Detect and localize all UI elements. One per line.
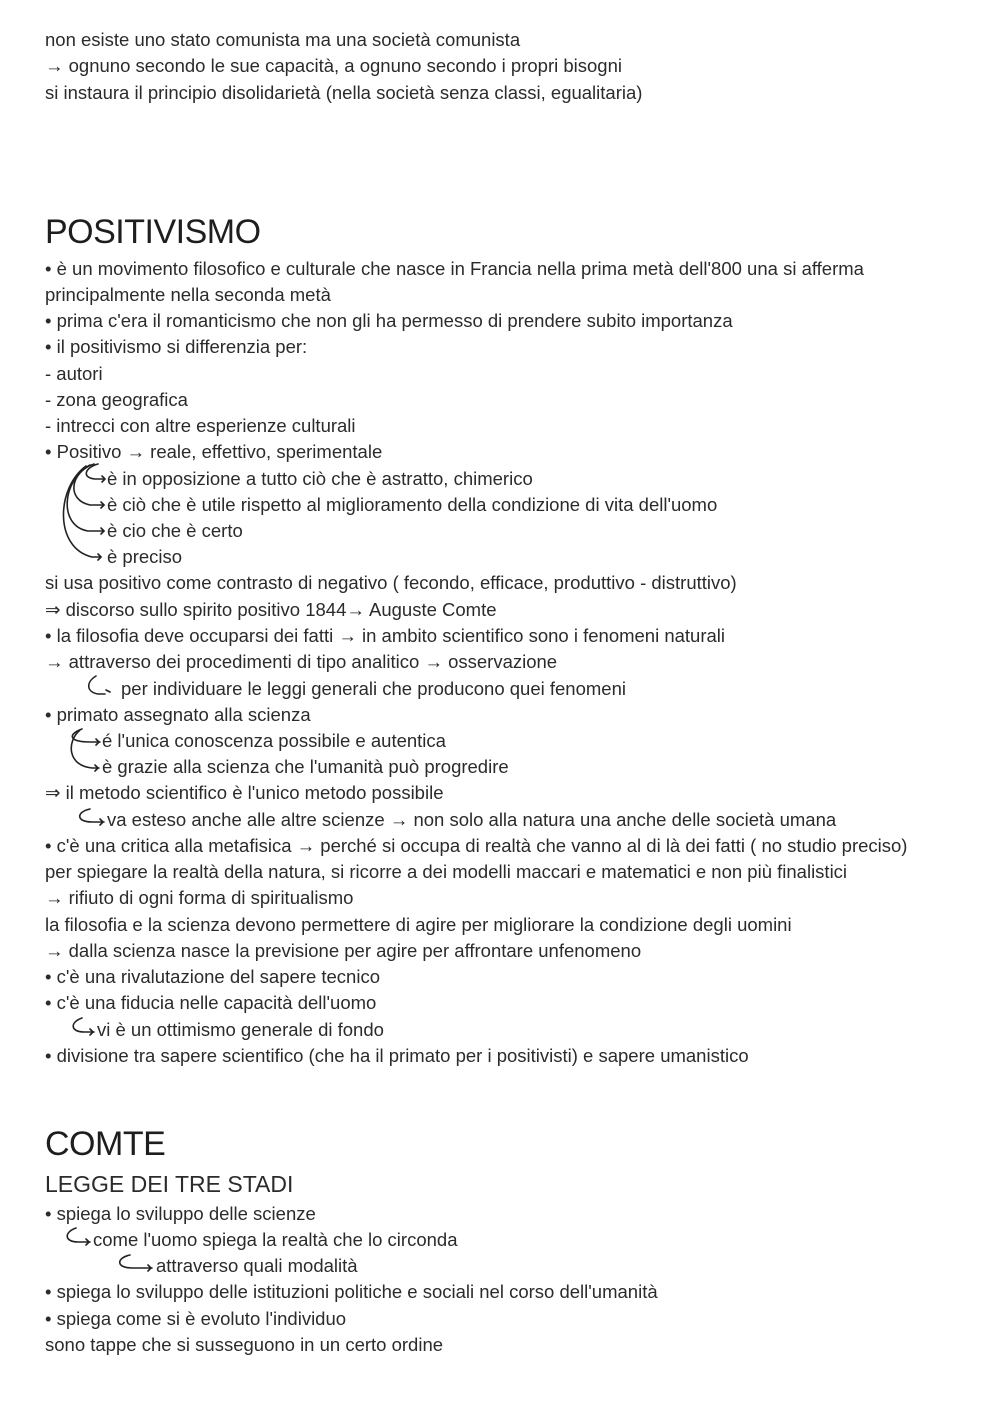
sub-note-line: è ciò che è utile rispetto al miglioramento della condizione di vita dell'uomo xyxy=(107,494,718,515)
note-line: • spiega lo sviluppo delle istituzioni politiche e sociali nel corso dell'umanità xyxy=(45,1281,658,1302)
positivismo-heading: POSITIVISMO xyxy=(45,213,261,251)
note-line: principalmente nella seconda metà xyxy=(45,284,331,305)
note-line: • è un movimento filosofico e culturale che nasce in Francia nella prima metà dell'800 una si afferma xyxy=(45,258,864,279)
hook-arrow-icon xyxy=(72,729,100,742)
hook-arrow-icon xyxy=(67,1228,90,1242)
hook-arrow-icon xyxy=(86,1239,89,1245)
hook-arrow-icon xyxy=(73,1018,94,1032)
hook-arrow-icon xyxy=(101,502,104,508)
note-line: • Positivo → reale, effettivo, sperimentale xyxy=(45,441,383,462)
hook-arrow-icon xyxy=(96,739,99,745)
hook-arrow-icon xyxy=(98,554,101,560)
note-line: • spiega come si è evoluto l'individuo xyxy=(45,1308,347,1329)
sub-sub-note-line: attraverso quali modalità xyxy=(156,1255,358,1276)
comte-subheading: LEGGE DEI TRE STADI xyxy=(45,1171,294,1197)
hook-arrow-icon xyxy=(95,765,98,771)
hook-arrow-icon xyxy=(90,1029,93,1035)
hook-arrow-icon xyxy=(120,1255,152,1268)
sub-note-line: é l'unica conoscenza possibile e autentica xyxy=(102,730,446,751)
sub-note-line: è cio che è certo xyxy=(107,520,243,541)
sub-note-line: è grazie alla scienza che l'umanità può progredire xyxy=(102,756,509,777)
hook-arrow-icon xyxy=(106,690,110,692)
hook-arrow-icon xyxy=(148,1265,151,1271)
note-line: • divisione tra sapere scientifico (che ha il primato per i positivisti) e sapere umanistico xyxy=(45,1045,749,1066)
note-line: • c'è una rivalutazione del sapere tecnico xyxy=(45,966,380,987)
sub-note-line: per individuare le leggi generali che producono quei fenomeni xyxy=(121,678,626,699)
hook-arrow-icon xyxy=(80,809,104,822)
comte-heading: COMTE xyxy=(45,1125,166,1163)
note-line: sono tappe che si susseguono in un certo ordine xyxy=(45,1334,444,1355)
note-line: • c'è una fiducia nelle capacità dell'uomo xyxy=(45,992,377,1013)
intro-line-1: non esiste uno stato comunista ma una società comunista xyxy=(45,29,521,50)
sub-note-line: va esteso anche alle altre scienze → non solo alla natura una anche delle società umana xyxy=(107,809,837,830)
intro-line-2: → ognuno secondo le sue capacità, a ognuno secondo i propri bisogni xyxy=(45,55,622,76)
note-line: • la filosofia deve occuparsi dei fatti → in ambito scientifico sono i fenomeni naturali xyxy=(45,625,726,646)
note-line: → dalla scienza nasce la previsione per agire per affrontare unfenomeno xyxy=(45,940,642,961)
hook-arrow-icon xyxy=(101,528,104,534)
note-line: - intrecci con altre esperienze culturali xyxy=(45,415,356,436)
intro-line-3: si instaura il principio disolidarietà (nella società senza classi, egualitaria) xyxy=(45,82,643,103)
note-line: • spiega lo sviluppo delle scienze xyxy=(45,1203,316,1224)
note-line: - zona geografica xyxy=(45,389,188,410)
hook-arrow-icon xyxy=(71,730,99,768)
sub-note-line: come l'uomo spiega la realtà che lo circonda xyxy=(93,1229,458,1250)
note-line: • c'è una critica alla metafisica → perché si occupa di realtà che vanno al di là dei fatti ( no studio preciso) xyxy=(45,835,908,856)
note-line: si usa positivo come contrasto di negativo ( fecondo, efficace, produttivo - distruttivo) xyxy=(45,572,737,593)
hook-arrow-icon xyxy=(67,465,104,531)
sub-note-line: vi è un ottimismo generale di fondo xyxy=(97,1019,384,1040)
note-line: ⇒ il metodo scientifico è l'unico metodo possibile xyxy=(45,782,444,803)
note-line: • primato assegnato alla scienza xyxy=(45,704,311,725)
note-line: → attraverso dei procedimenti di tipo analitico → osservazione xyxy=(45,651,558,672)
note-line: ⇒ discorso sullo spirito positivo 1844→ Auguste Comte xyxy=(45,599,497,620)
sub-note-line: è in opposizione a tutto ciò che è astratto, chimerico xyxy=(107,468,533,489)
hook-arrow-icon xyxy=(89,676,105,694)
sub-note-line: è preciso xyxy=(107,546,183,567)
note-line: • prima c'era il romanticismo che non gli ha permesso di prendere subito importanza xyxy=(45,310,733,331)
note-line: per spiegare la realtà della natura, si ricorre a dei modelli maccari e matematici e non più finalistici xyxy=(45,861,848,882)
note-line: la filosofia e la scienza devono permettere di agire per migliorare la condizione degli uomini xyxy=(45,914,792,935)
note-line: - autori xyxy=(45,363,103,384)
hook-arrow-icon xyxy=(63,466,101,557)
hook-arrow-icon xyxy=(86,464,104,479)
hook-arrow-icon xyxy=(100,819,103,825)
note-line: • il positivismo si differenzia per: xyxy=(45,336,308,357)
note-line: → rifiuto di ogni forma di spiritualismo xyxy=(45,887,354,908)
hook-arrow-icon xyxy=(102,476,105,482)
hook-arrow-icon xyxy=(74,464,104,505)
